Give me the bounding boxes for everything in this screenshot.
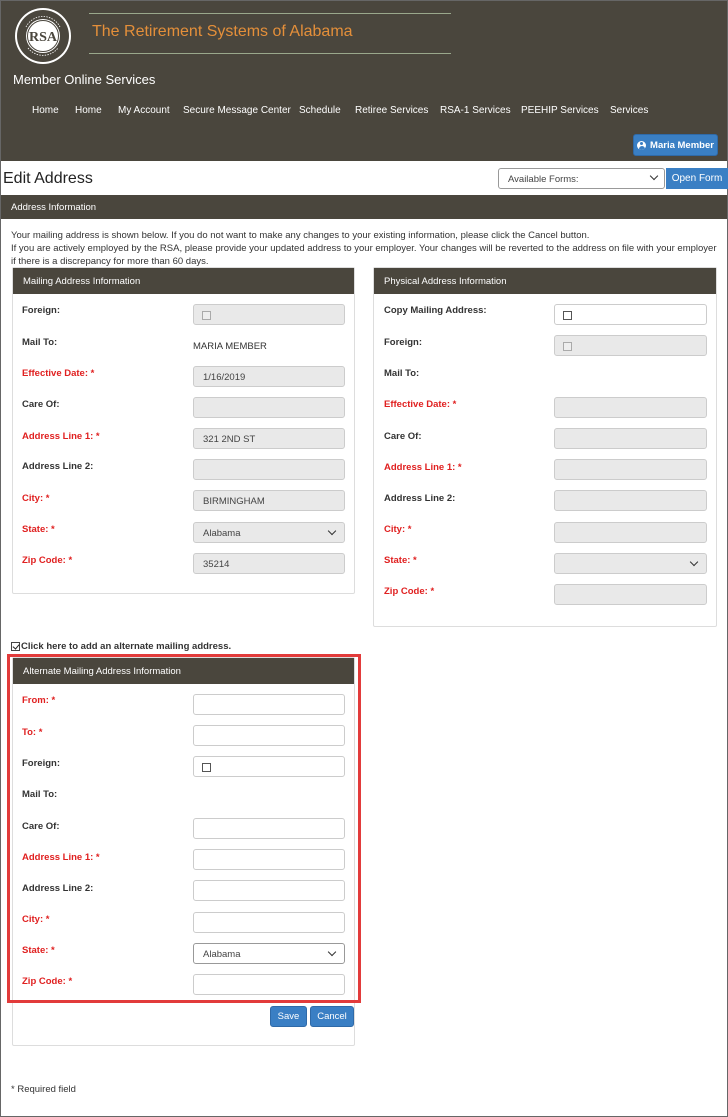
mailing-foreign-checkbox [202, 311, 211, 320]
physical-state-select [554, 553, 707, 574]
cancel-button[interactable]: Cancel [310, 1006, 354, 1027]
physical-effective-date-label: Effective Date: * [384, 399, 457, 410]
required-field-note: * Required field [11, 1084, 76, 1095]
available-forms-select[interactable] [498, 168, 665, 189]
alt-foreign-label: Foreign: [22, 758, 60, 769]
rsa-logo [14, 7, 72, 65]
alt-care-of-label: Care Of: [22, 821, 60, 832]
mailing-city-label: City: * [22, 493, 50, 504]
intro-line-1: Your mailing address is shown below. If you do not want to make any changes to your existing information, please click the Cancel button. [11, 230, 590, 241]
chevron-down-icon [328, 527, 336, 535]
alt-to-label: To: * [22, 727, 43, 738]
physical-address-panel [373, 267, 717, 627]
save-button[interactable]: Save [270, 1006, 307, 1027]
physical-address1-field [554, 459, 707, 480]
mailing-care-of-field [193, 397, 345, 418]
nav-schedule[interactable]: Schedule [299, 105, 341, 116]
alternate-address-highlight [7, 654, 361, 1003]
physical-mail-to-label: Mail To: [384, 368, 420, 379]
mailing-effective-date-label: Effective Date: * [22, 368, 95, 379]
physical-foreign-field [554, 335, 707, 356]
title-rule-top [89, 13, 451, 14]
copy-mailing-checkbox[interactable] [563, 311, 572, 320]
nav-home[interactable]: Home [32, 105, 59, 116]
mailing-care-of-label: Care Of: [22, 399, 60, 410]
alt-address2-label: Address Line 2: [22, 883, 94, 894]
nav-retiree-services[interactable]: Retiree Services [355, 105, 429, 116]
mailing-panel-title: Mailing Address Information [13, 268, 354, 294]
mailing-state-label: State: * [22, 524, 55, 535]
physical-care-of-label: Care Of: [384, 431, 422, 442]
alt-address1-label: Address Line 1: * [22, 852, 100, 863]
physical-zip-label: Zip Code: * [384, 586, 435, 597]
mailing-foreign-label: Foreign: [22, 305, 60, 316]
chevron-down-icon [650, 172, 658, 180]
mailing-address-panel [12, 267, 355, 594]
mailing-address1-field: 321 2ND ST [193, 428, 345, 449]
chevron-down-icon [690, 558, 698, 566]
intro-line-2: If you are actively employed by the RSA, please provide your updated address to your employer. Your changes will be reverted to the address on file with your employer if there is a discrepancy for more than 60 days. [11, 243, 717, 267]
physical-copy-mailing-label: Copy Mailing Address: [384, 305, 487, 316]
mailing-address1-label: Address Line 1: * [22, 431, 100, 442]
mailing-state-select [193, 522, 345, 543]
nav-secure-message-center[interactable]: Secure Message Center [183, 105, 291, 116]
alt-city-label: City: * [22, 914, 50, 925]
logo-letters: RSA [28, 30, 58, 45]
app-title: Member Online Services [13, 72, 156, 87]
member-account-button[interactable] [633, 134, 718, 156]
physical-address2-field [554, 490, 707, 511]
user-icon [637, 141, 646, 150]
alt-state-label: State: * [22, 945, 55, 956]
alternate-address-checkbox[interactable] [11, 642, 20, 651]
mailing-mail-to-label: Mail To: [22, 337, 58, 348]
alternate-panel-title: Alternate Mailing Address Information [13, 658, 354, 684]
physical-panel-title: Physical Address Information [374, 268, 716, 294]
mailing-address2-label: Address Line 2: [22, 461, 94, 472]
site-header [1, 1, 727, 161]
physical-foreign-checkbox [563, 342, 572, 351]
member-name: Maria Member [650, 139, 714, 151]
section-header: Address Information [1, 195, 727, 219]
physical-effective-date-field [554, 397, 707, 418]
mailing-zip-field: 35214 [193, 553, 345, 574]
nav-rsa1-services[interactable]: RSA-1 Services [440, 105, 511, 116]
open-form-button[interactable]: Open Form [666, 168, 728, 189]
mailing-foreign-field [193, 304, 345, 325]
available-forms-value: Available Forms: [508, 174, 579, 185]
physical-address2-label: Address Line 2: [384, 493, 456, 504]
title-rule-bottom [89, 53, 451, 54]
alt-from-label: From: * [22, 695, 56, 706]
mailing-address2-field [193, 459, 345, 480]
nav-my-account[interactable]: My Account [118, 105, 170, 116]
physical-zip-field [554, 584, 707, 605]
intro-text [11, 229, 717, 268]
page-title: Edit Address [3, 170, 93, 187]
alternate-address-toggle[interactable] [11, 641, 231, 652]
physical-care-of-field [554, 428, 707, 449]
alt-zip-label: Zip Code: * [22, 976, 73, 987]
mailing-effective-date-field: 1/16/2019 [193, 366, 345, 387]
mailing-state-value: Alabama [203, 528, 241, 539]
physical-city-field [554, 522, 707, 543]
physical-copy-mailing-field[interactable] [554, 304, 707, 325]
mailing-mail-to-value: MARIA MEMBER [193, 341, 267, 352]
alternate-address-toggle-label: Click here to add an alternate mailing address. [21, 641, 232, 652]
alt-state-value: Alabama [203, 949, 241, 960]
mailing-city-field: BIRMINGHAM [193, 490, 345, 511]
mailing-zip-label: Zip Code: * [22, 555, 73, 566]
physical-address1-label: Address Line 1: * [384, 462, 462, 473]
physical-city-label: City: * [384, 524, 412, 535]
nav-home-2[interactable]: Home [75, 105, 102, 116]
site-title: The Retirement Systems of Alabama [92, 23, 353, 40]
nav-peehip-services[interactable]: PEEHIP Services [521, 105, 599, 116]
physical-foreign-label: Foreign: [384, 337, 422, 348]
alt-mail-to-label: Mail To: [22, 789, 58, 800]
physical-state-label: State: * [384, 555, 417, 566]
nav-services[interactable]: Services [610, 105, 649, 116]
